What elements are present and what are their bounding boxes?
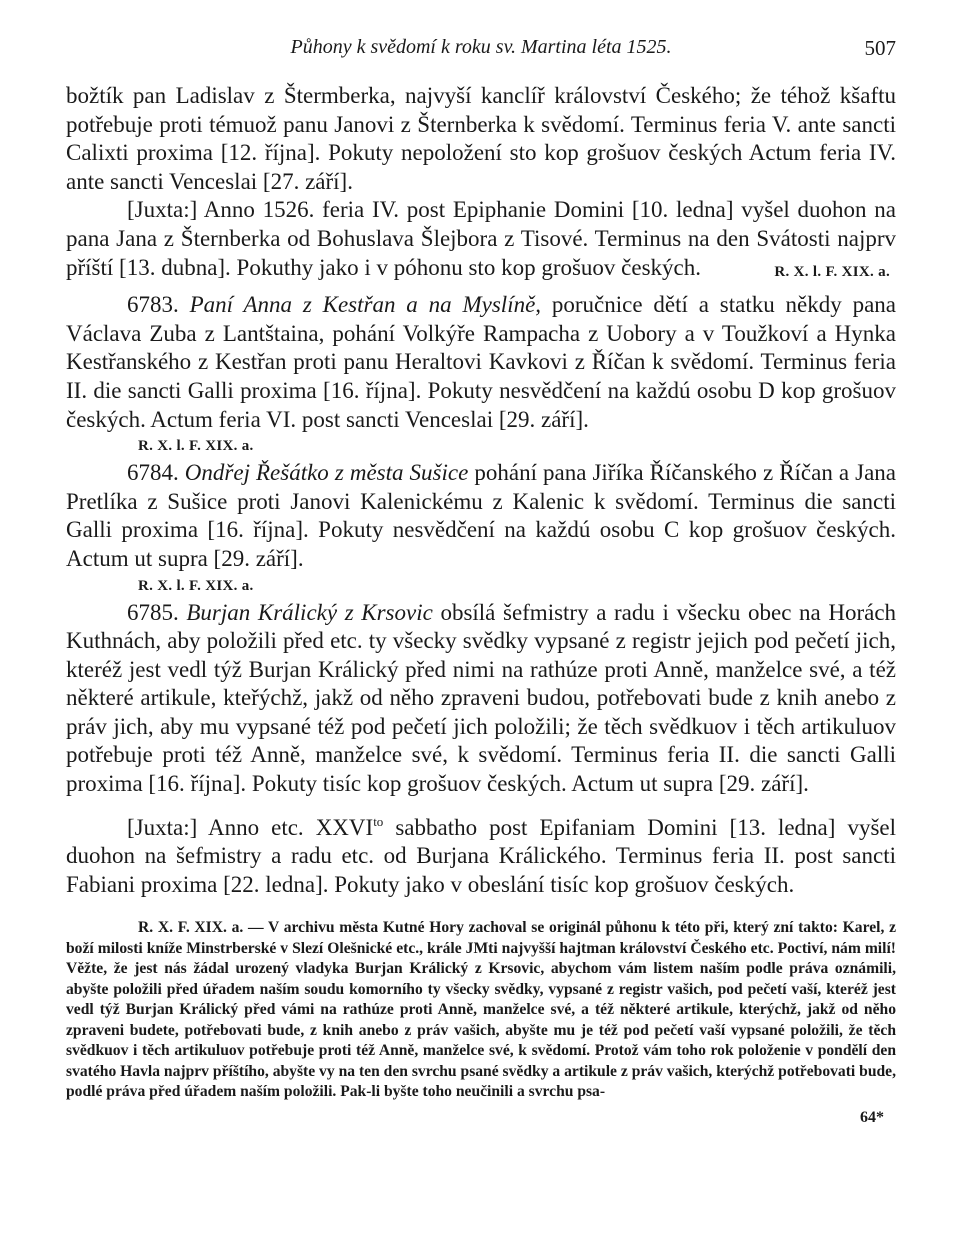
entry-6783 [66,291,896,434]
entry-number: 6783. [127,292,179,318]
document-body [66,82,896,899]
archive-signature: R. X. l. F. XIX. a. [138,577,254,594]
archive-signature: R. X. l. F. XIX. a. [774,263,890,280]
entry-6785 [66,599,896,799]
juxta-text: [Juxta:] Anno 1526. feria IV. post Epiphanie Domini [10. ledna] vyšel duohon na pana Jana z Šternberka od Bohuslava Šlejbora z Tisové. Terminus na den Svátosti najprv příští [13. dubna]. Pokuthy jako i v póhonu sto kop grošuov českých. [66,197,896,280]
page-header [66,32,896,68]
signature-mark: 64* [860,1108,884,1126]
page-number: 507 [864,36,896,60]
running-title: Půhony k svědomí k roku sv. Martina léta 1525. [290,36,672,58]
entry-number: 6784. [127,460,179,486]
entry-party-name: Burjan Králický z Krsovic [186,599,433,625]
entry-party-name: Ondřej Řešátko z města Sušice [184,460,469,486]
entry-juxta-paragraph [66,196,896,282]
entry-text: pohání pana Jiříka Říčanského z Říčan a Jana Pretlíka z Sušice proti Janovi Kalenickému z Kalenic k svědomí. Terminus die sancti Galli proxima [16. října]. Pokuty nesvědčení na každú osobu C kop grošuov českých. Actum ut supra [29. září]. [66,460,897,571]
entry-text: poručnice dětí a statku někdy pana Václava Zuba z Lantštaina, pohání Volkýře Rampacha z Uobory a v Toužkoví a Hynka Kestřanského z Kestřan proti panu Heraltovi Kavkovi z Říčan k svědomí. Terminus feria II. die sancti Galli proxima [16. října]. Pokuty nesvědčení na každú osobu D kop grošuov českých. Actum feria VI. post sancti Venceslai [29. září]. [66,292,897,432]
archive-signature: R. X. l. F. XIX. a. [138,438,254,455]
entry-continuation-paragraph: božtík pan Ladislav z Štermberka, najvyší kanclíř království Českého; že téhož kšaftu potřebuje proti témuož panu Janovi z Šternberka k svědomí. Terminus feria V. ante sancti Calixti proxima [12. října]. Pokuty nepoložení sto kop grošuov českých Actum feria IV. ante sancti Venceslai [27. září]. [66,83,896,194]
footnote-apparatus: R. X. F. XIX. a. — V archivu města Kutné Hory zachoval se originál půhonu k této při, který zní takto: Karel, z boží milosti kníže Minstrberské v Slezí Olešnické etc., krále JMti najvyšší hajtman království Českého etc. Poctiví, nám milí! Věžte, že jest nás žádal urozený vladyka Burjan Králický z Krsovic, abychom vám listem naším podle práva oznámili, abyšte položili před úřadem naším soudu komorního ty všecky svědky, vypsané z registr vašich, pod pečetí vaší, kteréž jest vedl týž Burjan Králický před vámi na rathúze proti Anně, manželce své, a též některé artikule, kterýchž, jakž od něho zpraveni budete, potřebovati bude, z knih anebo z práv vašich, abyšte mu je též pod pečetí vaší vypsané položili, že těch svědkuov i těch artikuluov potřebuje proti též Anně, manželce své, k svědomí. Protož vám toho rok položenie v pondělí den svatého Havla najprv příštího, abyšte vy na ten den svrchu psané svědky a artikule z práv vašich, kterýchž potřebovati bude, podlé práva před úřadem naším položili. Pak-li byšte toho neučinili a svrchu psa- [66,919,896,1101]
superscript: to [373,813,384,829]
entry-6784 [66,459,896,573]
entry-text: obsílá šefmistry a radu i všecku obec na Horách Kuthnách, aby položili před etc. ty všecky svědky vypsané z registr jejich pod pečetí jich, kteréž jest vedl týž Burjan Králický před nimi na rathúze proti Anně, manželce své, a též některé artikule, kteřýchž, jakž od něho zpraveni budou, potřebovati bude z knih anebo z práv jich, aby mu vypsané též pod pečetí jich položili; že těch svědkuov i těch artikuluov potřebuje proti též Anně, manželce své, k svědomí. Terminus feria II. die sancti Galli proxima [16. října]. Pokuty tisíc kop grošuov českých. Actum ut supra [29. září]. [66,599,897,797]
entry-juxta-paragraph: [Juxta:] Anno etc. $XXVI^{to}$ sabbatho post Epifaniam Domini [13. ledna] vyšel duohon na šefmistry a radu etc. od Burjana Králického. Terminus feria II. post sancti Fabiani proxima [22. ledna]. Pokuty jako v obeslání tisíc kop grošuov českých. [66,813,896,897]
entry-party-name: Paní Anna z Kestřan a na Myslíně, [189,292,542,318]
entry-number: 6785. [127,599,179,625]
document-page [66,32,896,1127]
